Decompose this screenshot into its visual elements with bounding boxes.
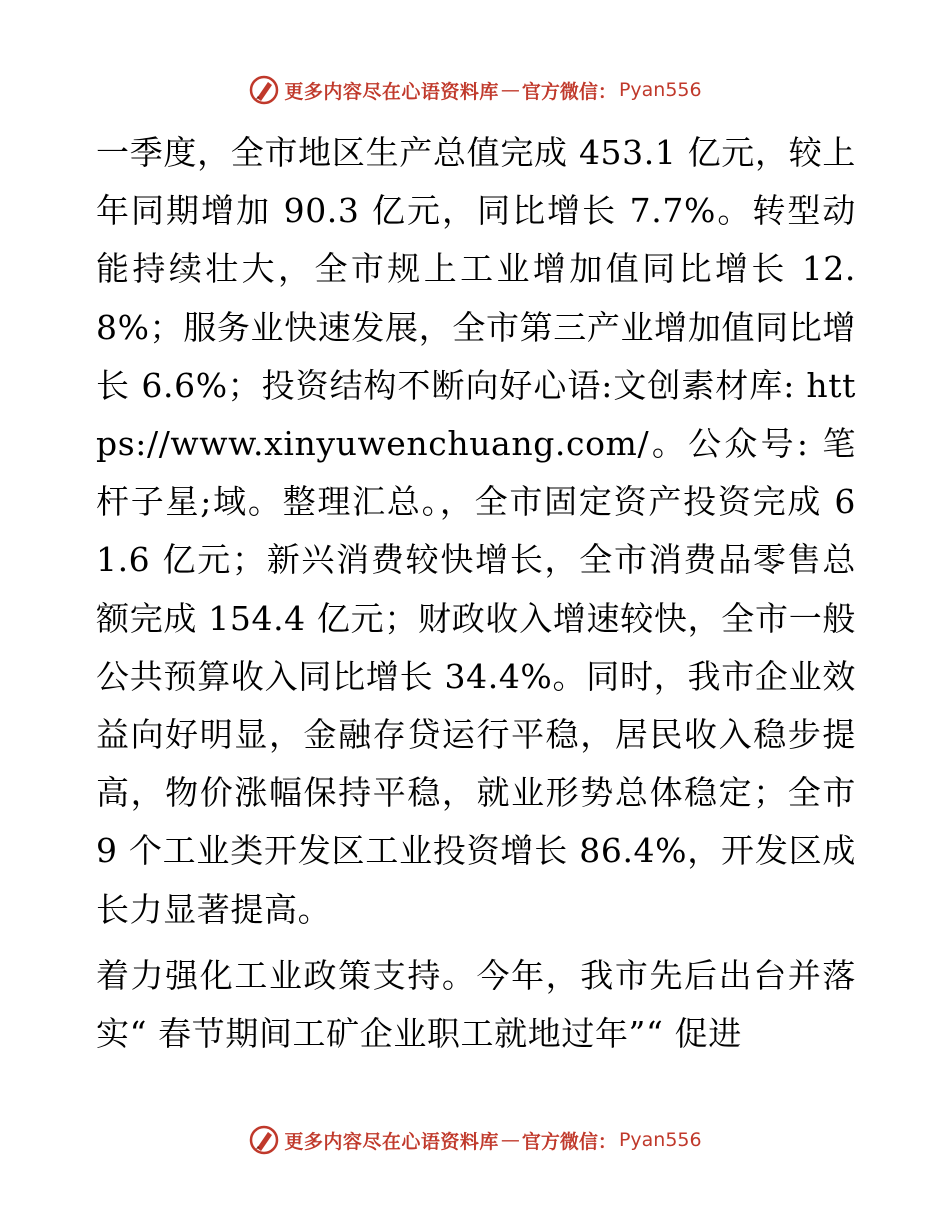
paragraph-industrial-policy: 着力强化工业政策支持。今年，我市先后出台并落实“ 春节期间工矿企业职工就地过年”“ 促进 [96, 955, 856, 1054]
footer-banner-wechat-label: 官方微信： [521, 1130, 617, 1153]
paragraph-q1-summary: 一季度，全市地区生产总值完成 453.1 亿元，较上年同期增加 90.3 亿元，同比增长 7.7%。转型动能持续壮大，全市规上工业增加值同比增长 12.8%；服务业快速发展，全市第三产业增加值同比增长 6.6%；投资结构不断向好心语:文创素材库: https://www.xinyuwenchuang.com/。公众号: 笔杆子星;域。整理汇总。，全市固定资产投资完成 61.6 亿元；新兴消费较快增长，全市消费品零售总额完成 154.4 亿元；财政收入增速较快，全市一般公共预算收入同比增长 34.4%。同时，我市企业效益向好明显，金融存贷运行平稳，居民收入稳步提高，物价涨幅保持平稳，就业形势总体稳定；全市 9 个工业类开发区工业投资增长 86.4%，开发区成长力显著提高。 [96, 133, 856, 929]
banner-text: 更多内容尽在心语资料库 [284, 80, 499, 103]
banner-wechat-id: Pyan556 [618, 79, 702, 101]
footer-banner [0, 1120, 950, 1160]
banner-wechat-label: 官方微信： [521, 80, 617, 103]
footer-banner-separator: — [500, 1129, 520, 1151]
pen-nib-logo-icon [248, 1124, 280, 1156]
banner-separator: — [500, 79, 520, 101]
footer-banner-wechat-id: Pyan556 [618, 1129, 702, 1151]
pen-nib-logo-icon [248, 74, 280, 106]
document-body [96, 124, 856, 1071]
header-banner [0, 70, 950, 110]
footer-banner-text: 更多内容尽在心语资料库 [284, 1130, 499, 1153]
